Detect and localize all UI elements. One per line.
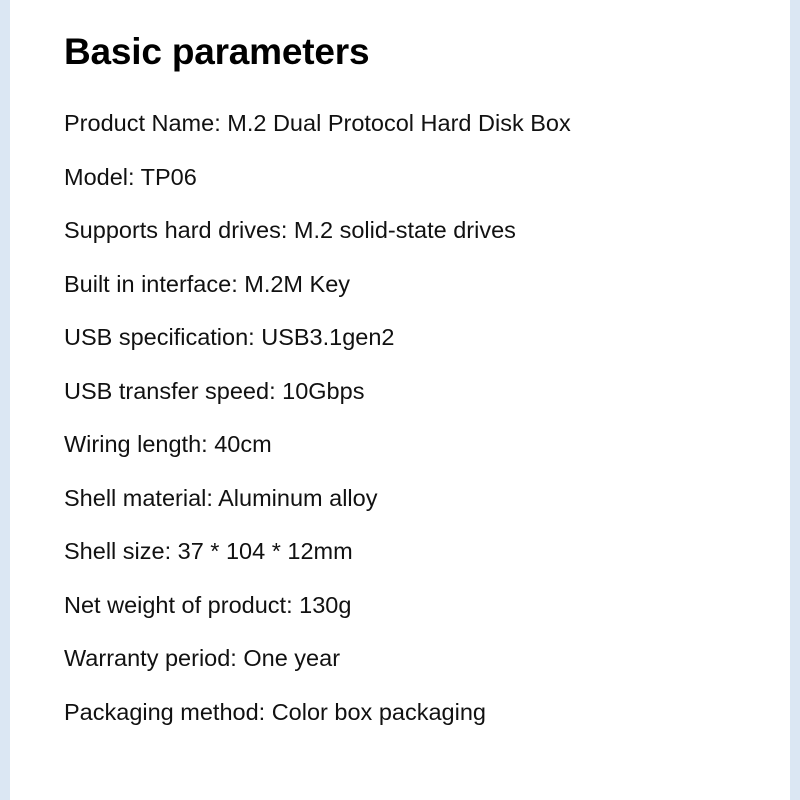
spec-row-model: Model: TP06 [64,163,197,190]
spec-row-product-name: Product Name: M.2 Dual Protocol Hard Disk Box [64,110,571,137]
spec-row-built-in-interface: Built in interface: M.2M Key [64,270,351,297]
specification-list [64,112,760,724]
spec-row-shell-material: Shell material: Aluminum alloy [64,484,378,511]
spec-row-supports-hard-drives: Supports hard drives: M.2 solid-state drives [64,217,516,244]
page-title: Basic parameters [64,31,370,72]
spec-row-shell-size: Shell size: 37 * 104 * 12mm [64,538,353,565]
content-area [64,30,760,724]
spec-row-net-weight: Net weight of product: 130g [64,591,352,618]
right-edge-band [790,0,800,800]
spec-row-usb-transfer-speed: USB transfer speed: 10Gbps [64,377,365,404]
spec-row-wiring-length: Wiring length: 40cm [64,431,272,458]
spec-row-warranty-period: Warranty period: One year [64,645,341,672]
left-edge-band [0,0,10,800]
spec-row-packaging-method: Packaging method: Color box packaging [64,698,486,725]
spec-row-usb-specification: USB specification: USB3.1gen2 [64,324,395,351]
